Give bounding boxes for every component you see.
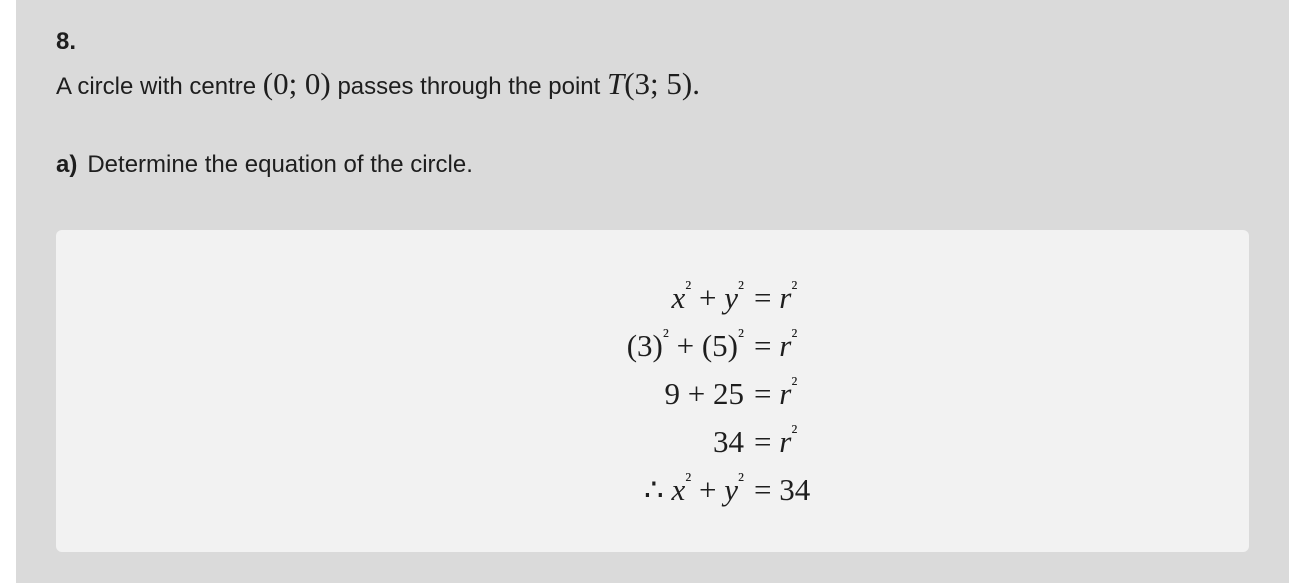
equation-left: $(3)^{^2} + (5)^{^2}$ bbox=[626, 325, 744, 363]
centre-coordinates: (0; 0) bbox=[262, 66, 331, 101]
answer-box bbox=[56, 230, 1249, 552]
part-a-label: a) bbox=[56, 151, 78, 178]
equation-row bbox=[56, 418, 1249, 466]
stem-end: . bbox=[692, 66, 700, 101]
equation-right: = $r^{^2}$ bbox=[754, 277, 798, 315]
equation-row bbox=[56, 274, 1249, 322]
equation-row bbox=[56, 322, 1249, 370]
stem-text-middle: passes through the point bbox=[337, 73, 601, 100]
equation-left: $x^{^2} + y^{^2}$ bbox=[671, 277, 744, 315]
question-number: 8. bbox=[56, 28, 77, 55]
part-a-prompt: Determine the equation of the circle. bbox=[87, 151, 473, 178]
point-label: T bbox=[606, 66, 625, 101]
part-a bbox=[56, 151, 473, 179]
equation-right: = $r^{^2}$ bbox=[754, 421, 798, 459]
stem-text-start: A circle with centre bbox=[56, 73, 257, 100]
equation-right: = $r^{^2}$ bbox=[754, 373, 798, 411]
equation-row bbox=[56, 466, 1249, 514]
question-page bbox=[16, 0, 1289, 583]
equation-left: ∴ $x^{^2} + y^{^2}$ bbox=[644, 469, 744, 507]
point-coordinates: (3; 5) bbox=[624, 66, 693, 101]
equation-right: = 34 bbox=[754, 472, 811, 507]
equation-left: 34 bbox=[713, 424, 744, 459]
equation-left: 9 + 25 bbox=[664, 376, 744, 411]
question-stem bbox=[56, 66, 700, 102]
equation-row bbox=[56, 370, 1249, 418]
equation-right: = $r^{^2}$ bbox=[754, 325, 798, 363]
solution-equations bbox=[56, 274, 1249, 514]
